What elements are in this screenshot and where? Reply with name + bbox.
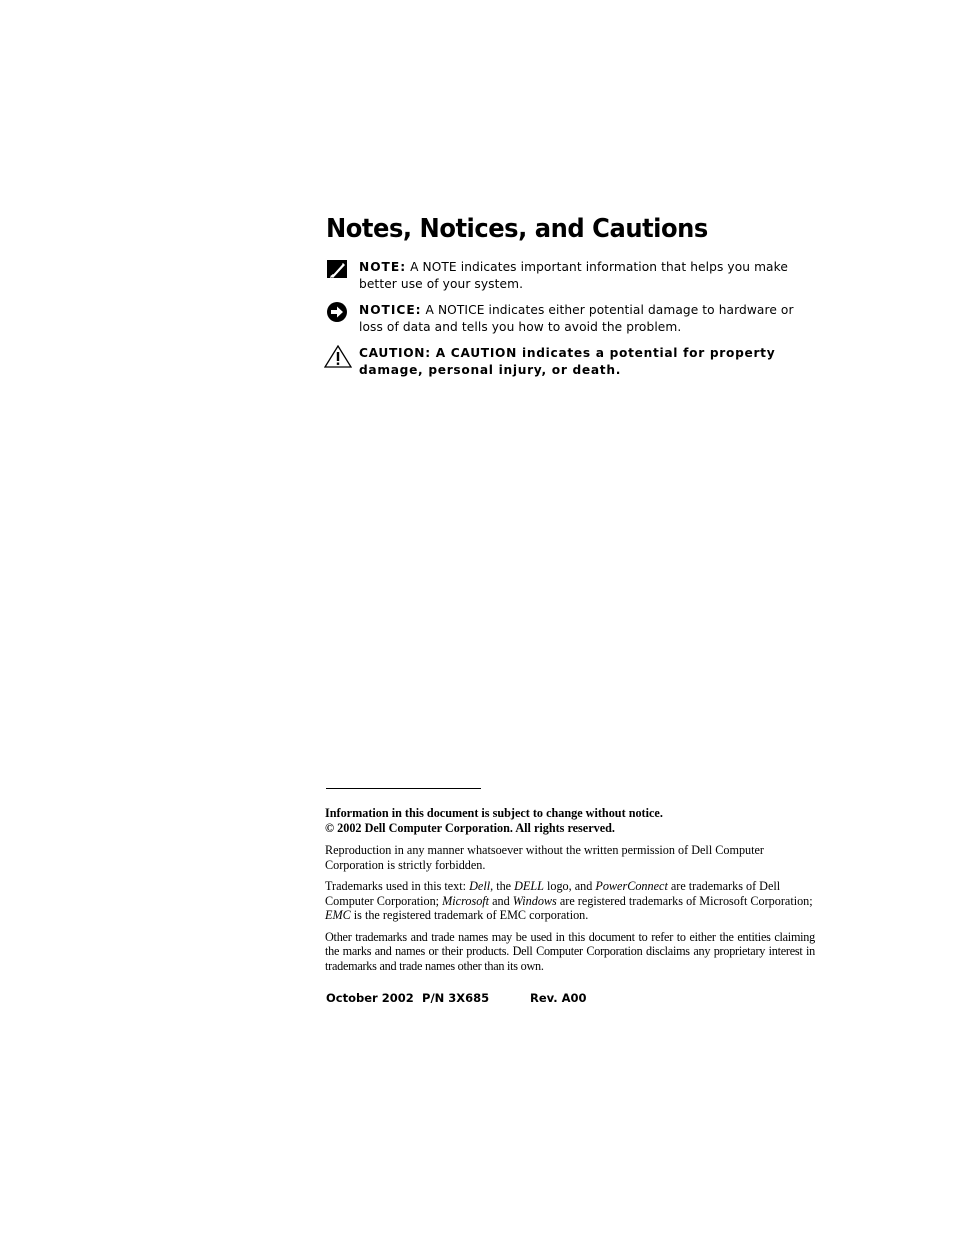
footnote-rule — [326, 788, 481, 789]
other-trademarks-text: Other trademarks and trade names may be used in this document to refer to either the entities claiming the marks and names or their products. Dell Computer Corporation disclaims any proprietary interest in trademarks and trade names other than its own. — [325, 929, 815, 973]
warning-triangle-icon — [324, 345, 348, 369]
arrow-circle-icon — [324, 302, 348, 326]
footer-date: October 2002 — [326, 991, 414, 1005]
legal-notice — [325, 806, 815, 980]
note-callout — [324, 259, 814, 293]
legal-change-notice: Information in this document is subject to change without notice. — [325, 806, 663, 820]
notice-callout — [324, 302, 814, 336]
page-title: Notes, Notices, and Cautions — [326, 214, 708, 244]
document-footer — [326, 991, 587, 1005]
reproduction-text: Reproduction in any manner whatsoever without the written permission of Dell Computer Corporation is strictly forbidden. — [325, 843, 764, 872]
pencil-note-icon — [324, 259, 348, 283]
caution-callout — [324, 345, 814, 379]
footer-revision: Rev. A00 — [530, 991, 587, 1005]
caution-text: A CAUTION indicates a potential for property damage, personal injury, or death. — [359, 346, 776, 377]
note-lead: NOTE: — [359, 260, 407, 274]
caution-lead: CAUTION: — [359, 346, 431, 360]
footer-part-number: P/N 3X685 — [422, 991, 490, 1005]
copyright-line: © 2002 Dell Computer Corporation. All rights reserved. — [325, 820, 615, 835]
note-text: A NOTE indicates important information that helps you make better use of your system. — [359, 260, 788, 291]
notice-lead: NOTICE: — [359, 303, 422, 317]
notice-text: A NOTICE indicates either potential damage to hardware or loss of data and tells you how to avoid the problem. — [359, 303, 794, 334]
trademarks-text: Trademarks used in this text: Dell, the DELL logo, and PowerConnect are trademarks of Dell Computer Corporation; Microsoft and Windows are registered trademarks of Microsoft Corporation; EMC is the registered trademark of EMC corporation. — [325, 879, 813, 922]
